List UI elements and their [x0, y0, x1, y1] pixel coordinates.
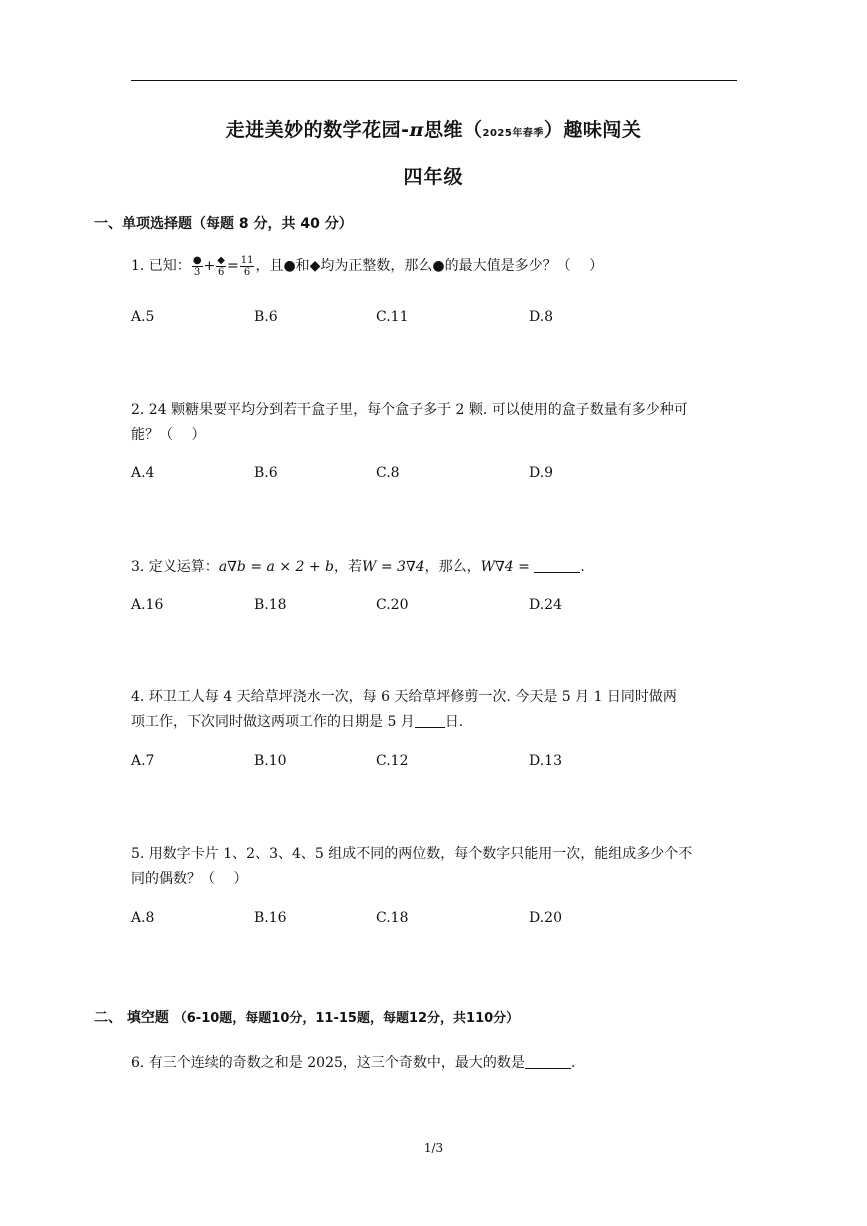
q5-line-2: 同的偶数？（ ） [131, 871, 248, 887]
q1-option-d[interactable]: D.8 [529, 309, 554, 325]
equals-sign: = [226, 258, 239, 274]
frac-num: 11 [240, 254, 254, 266]
q3-mid-2: ，那么， [424, 559, 481, 575]
q2-option-d[interactable]: D.9 [529, 465, 554, 481]
title-pi: π [409, 119, 424, 141]
frac-num: ◆ [217, 254, 225, 266]
q4-options [131, 753, 737, 773]
q5-line-1: 5. 用数字卡片 1、2、3、4、5 组成不同的两位数，每个数字只能用一次，能组成多少个不 [131, 846, 693, 862]
q5-option-b[interactable]: B.16 [254, 910, 287, 926]
frac-den: 3 [193, 266, 201, 278]
q3-answer-blank[interactable] [534, 558, 580, 573]
q3-option-b[interactable]: B.18 [254, 597, 287, 613]
q4-line-1: 4. 环卫工人每 4 天给草坪浇水一次，每 6 天给草坪修剪一次. 今天是 5 月 1 日同时做两 [131, 689, 677, 705]
question-3: 3. 定义运算：a∇b = a × 2 + b，若W = 3∇4，那么，W∇4 = . [131, 559, 585, 575]
q2-line-2: 能？（ ） [131, 427, 206, 443]
frac-num: ● [192, 254, 202, 266]
fraction-diamond-over-6 [216, 255, 226, 278]
q3-formula-3: W∇4 = [480, 559, 530, 575]
q1-option-b[interactable]: B.6 [254, 309, 278, 325]
q1-rest: ，且●和◆均为正整数，那么●的最大值是多少？（ ） [255, 258, 604, 274]
frac-den: 6 [243, 266, 251, 278]
q6-text: 6. 有三个连续的奇数之和是 2025，这三个奇数中，最大的数是 [131, 1055, 525, 1071]
q3-options [131, 597, 737, 617]
q4-option-b[interactable]: B.10 [254, 753, 287, 769]
q3-option-d[interactable]: D.24 [529, 597, 562, 613]
q5-option-d[interactable]: D.20 [529, 910, 562, 926]
q2-option-c[interactable]: C.8 [376, 465, 400, 481]
q2-line-1: 2. 24 颗糖果要平均分到若干盒子里，每个盒子多于 2 颗. 可以使用的盒子数量有多少种可 [131, 402, 688, 418]
q2-options [131, 465, 737, 485]
title-season: 2025年春季 [482, 128, 544, 139]
q4-option-c[interactable]: C.12 [376, 753, 409, 769]
q5-option-a[interactable]: A.8 [131, 910, 155, 926]
q1-options [131, 309, 737, 329]
plus-sign: + [203, 258, 216, 274]
q2-option-a[interactable]: A.4 [131, 465, 155, 481]
title-part: 走进美妙的数学花园- [225, 119, 410, 141]
section-2-label: 二、 填空题 [94, 1010, 169, 1026]
title-part: 思维（ [423, 119, 483, 141]
q1-option-c[interactable]: C.11 [376, 309, 409, 325]
top-rule [131, 80, 737, 81]
section-1-title: 一、单项选择题（每题 8 分，共 40 分） [94, 216, 353, 232]
section-2-note: （6-10题，每题10分，11-15题，每题12分，共110分） [173, 1011, 520, 1026]
q4-line-2-post: 日. [444, 714, 464, 730]
q2-option-b[interactable]: B.6 [254, 465, 278, 481]
q3-lead: 3. 定义运算： [131, 559, 219, 575]
section-2-title [94, 1007, 519, 1027]
q3-option-c[interactable]: C.20 [376, 597, 409, 613]
q1-option-a[interactable]: A.5 [131, 309, 155, 325]
q3-formula-2: W = 3∇4 [362, 559, 425, 575]
grade-heading: 四年级 [403, 166, 464, 188]
question-6: 6. 有三个连续的奇数之和是 2025，这三个奇数中，最大的数是 . [131, 1055, 576, 1071]
q3-formula: a∇b = a × 2 + b [218, 559, 335, 575]
q5-options [131, 910, 737, 930]
q4-option-a[interactable]: A.7 [131, 753, 155, 769]
frac-den: 6 [217, 266, 225, 278]
fraction-11-over-6 [240, 255, 255, 278]
q6-answer-blank[interactable] [525, 1054, 571, 1069]
question-2 [131, 398, 737, 448]
q3-option-a[interactable]: A.16 [131, 597, 164, 613]
q5-option-c[interactable]: C.18 [376, 910, 409, 926]
q1-lead: 1. 已知： [131, 258, 191, 274]
question-1 [131, 254, 737, 279]
question-4 [131, 685, 737, 735]
q4-option-d[interactable]: D.13 [529, 753, 562, 769]
title-part: ）趣味闯关 [543, 119, 642, 141]
question-5 [131, 842, 737, 892]
q4-answer-blank[interactable] [415, 713, 445, 728]
page-title [0, 115, 867, 142]
q3-mid: ，若 [334, 559, 363, 575]
q4-line-2 [131, 710, 737, 735]
page-number: 1/3 [423, 1141, 444, 1155]
fraction-circle-over-3 [192, 255, 203, 278]
q4-line-2-pre: 项工作，下次同时做这两项工作的日期是 5 月 [131, 714, 415, 730]
